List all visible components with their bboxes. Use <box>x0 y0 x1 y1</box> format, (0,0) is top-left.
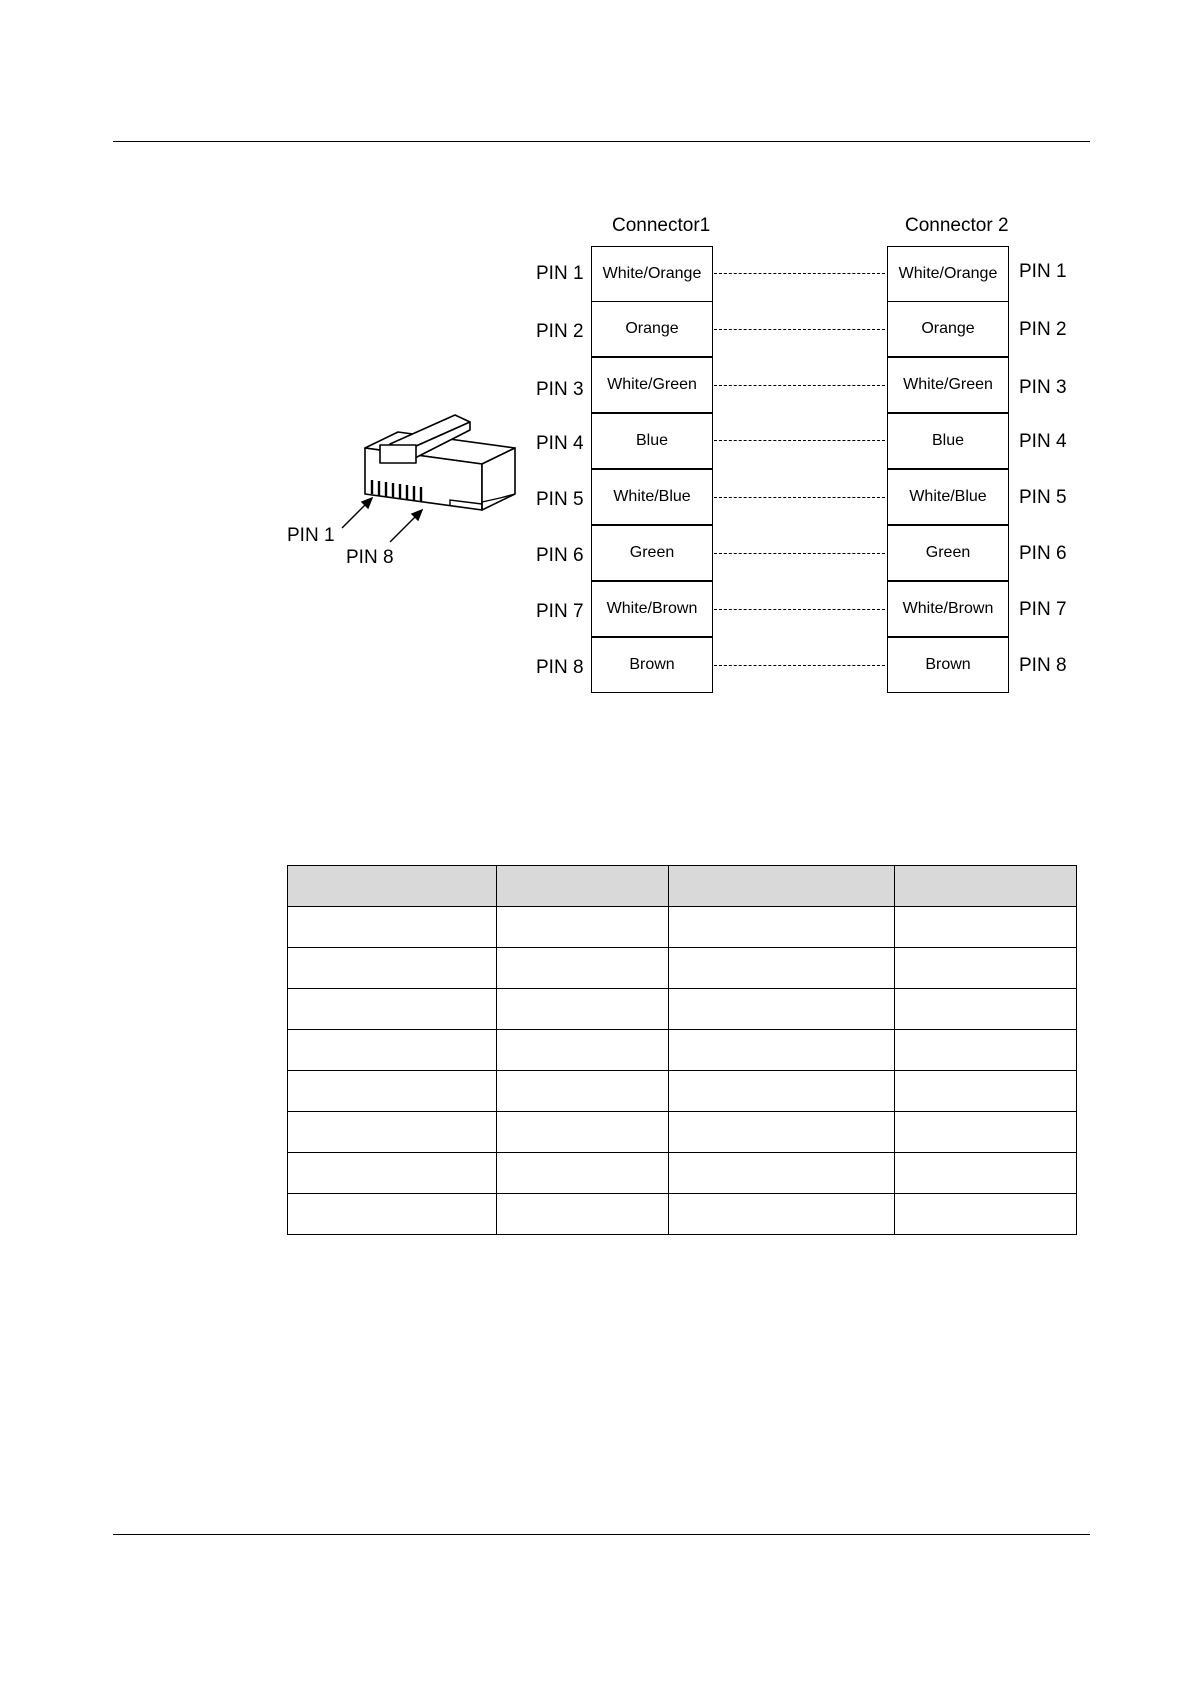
wire-dash <box>714 665 885 666</box>
table-row <box>288 1153 1077 1194</box>
c1-pin-label: PIN 4 <box>536 433 584 454</box>
c1-wire-box: Orange <box>591 301 713 357</box>
table-row <box>288 948 1077 989</box>
c1-wire-box: White/Brown <box>591 581 713 637</box>
c1-wire-box: White/Green <box>591 357 713 413</box>
table-header-row <box>288 866 1077 907</box>
c1-pin-label: PIN 6 <box>536 545 584 566</box>
c1-pin-label: PIN 2 <box>536 321 584 342</box>
c1-pin-label: PIN 8 <box>536 657 584 678</box>
table-header-cell <box>288 866 497 907</box>
c2-wire-box: White/Blue <box>887 469 1009 525</box>
c1-pin-label: PIN 3 <box>536 379 584 400</box>
c2-pin-label: PIN 3 <box>1019 377 1067 398</box>
wire-dash <box>714 329 885 330</box>
plug-pin1-label: PIN 1 <box>287 525 335 546</box>
c2-pin-label: PIN 7 <box>1019 599 1067 620</box>
table-row <box>288 1071 1077 1112</box>
c2-pin-label: PIN 6 <box>1019 543 1067 564</box>
c2-pin-label: PIN 5 <box>1019 487 1067 508</box>
header-rule <box>113 141 1090 142</box>
table-row <box>288 989 1077 1030</box>
wire-dash <box>714 440 885 441</box>
c1-wire-box: Green <box>591 525 713 581</box>
c1-wire-box: White/Blue <box>591 469 713 525</box>
connector1-title: Connector1 <box>612 215 711 236</box>
c2-pin-label: PIN 1 <box>1019 261 1067 282</box>
c2-pin-label: PIN 8 <box>1019 655 1067 676</box>
c2-pin-label: PIN 2 <box>1019 319 1067 340</box>
c1-wire-box: Blue <box>591 413 713 469</box>
c2-wire-box: Orange <box>887 301 1009 357</box>
plug-pin8-label: PIN 8 <box>346 547 394 568</box>
table-header-cell <box>895 866 1077 907</box>
c2-wire-box: White/Orange <box>887 246 1009 302</box>
wire-dash <box>714 385 885 386</box>
wire-dash <box>714 553 885 554</box>
table-row <box>288 907 1077 948</box>
c2-wire-box: Green <box>887 525 1009 581</box>
c1-wire-box: White/Orange <box>591 246 713 302</box>
c2-wire-box: White/Green <box>887 357 1009 413</box>
wire-dash <box>714 273 885 274</box>
table-header-cell <box>668 866 895 907</box>
c1-wire-box: Brown <box>591 637 713 693</box>
c2-wire-box: Brown <box>887 637 1009 693</box>
pinout-table <box>287 865 1077 1235</box>
c2-wire-box: White/Brown <box>887 581 1009 637</box>
c2-pin-label: PIN 4 <box>1019 431 1067 452</box>
wire-dash <box>714 497 885 498</box>
table-row <box>288 1194 1077 1235</box>
table-row <box>288 1030 1077 1071</box>
c1-pin-label: PIN 7 <box>536 601 584 622</box>
c2-wire-box: Blue <box>887 413 1009 469</box>
footer-rule <box>113 1534 1090 1535</box>
c1-pin-label: PIN 1 <box>536 263 584 284</box>
table-header-cell <box>496 866 668 907</box>
c1-pin-label: PIN 5 <box>536 489 584 510</box>
wire-dash <box>714 609 885 610</box>
table-row <box>288 1112 1077 1153</box>
connector2-title: Connector 2 <box>905 215 1009 236</box>
